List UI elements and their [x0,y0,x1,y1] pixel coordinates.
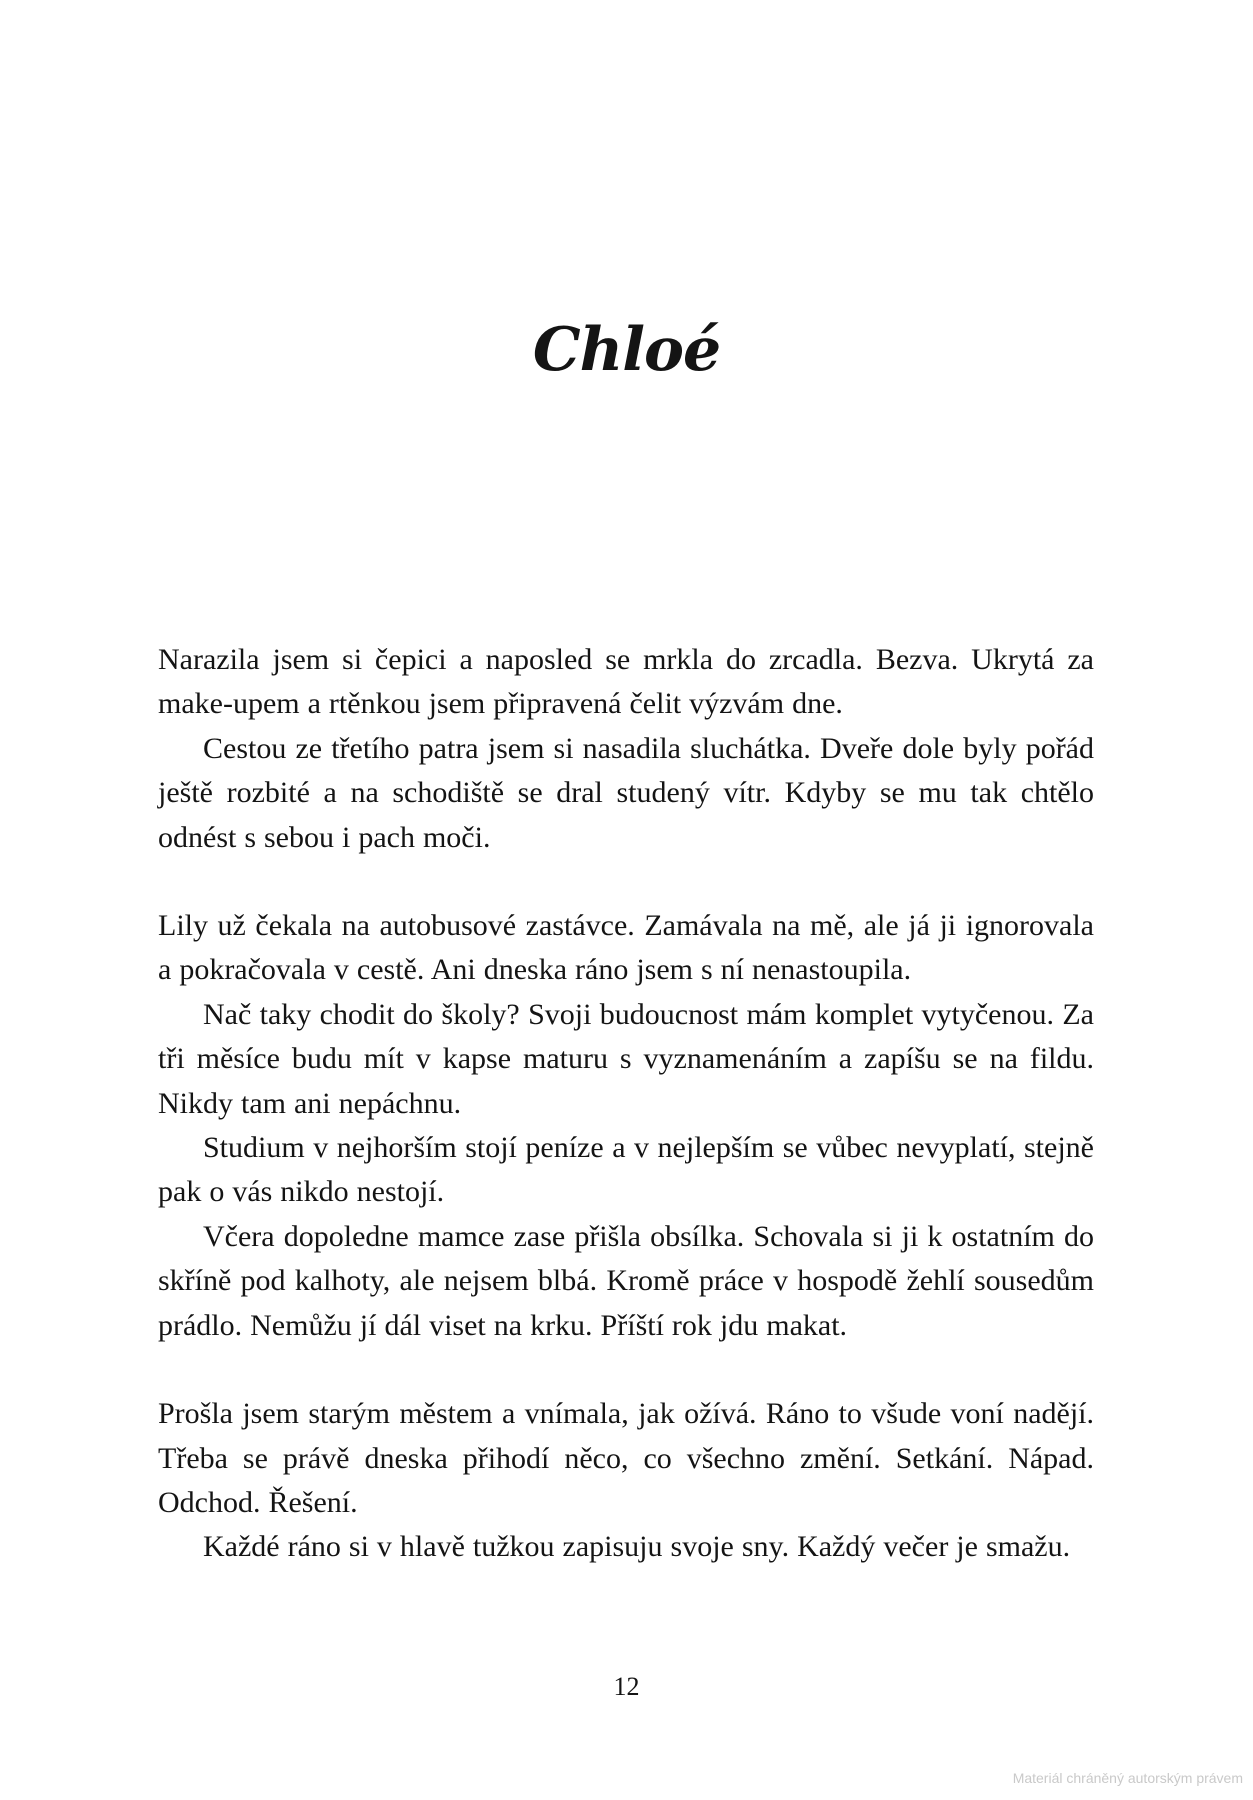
page-number: 12 [613,1672,640,1701]
paragraph: Nač taky chodit do školy? Svoji budoucnost mám komplet vytyčenou. Za tři měsíce budu mít v kapse maturu s vyznamenáním a zapíšu se na fildu. Nikdy tam ani nepáchnu. [158,997,1094,1120]
paragraph: Prošla jsem starým městem a vnímala, jak ožívá. Ráno to všude voní nadějí. Třeba se právě dneska přihodí něco, co všechno změní. Setkání. Nápad. Odchod. Řešení. [158,1397,1094,1519]
chapter-title: Chloé [532,315,721,385]
text-section [158,638,1094,860]
copyright-watermark: Materiál chráněný autorským právem [1012,1770,1243,1786]
paragraph: Narazila jsem si čepici a naposled se mrkla do zrcadla. Bezva. Ukrytá za make-upem a rtěnkou jsem připravená čelit výzvám dne. [158,643,1094,721]
text-section [158,1392,1094,1570]
paragraph: Lily už čekala na autobusové zastávce. Zamávala na mě, ale já ji ignorovala a pokračovala v cestě. Ani dneska ráno jsem s ní nenastoupila. [158,909,1094,987]
paragraph: Studium v nejhorším stojí peníze a v nejlepším se vůbec nevyplatí, stejně pak o vás nikdo nestojí. [158,1131,1094,1209]
body-text [158,638,1094,1570]
text-section [158,904,1094,1348]
paragraph: Každé ráno si v hlavě tužkou zapisuju svoje sny. Každý večer je smažu. [203,1530,1071,1564]
paragraph: Včera dopoledne mamce zase přišla obsílka. Schovala si ji k ostatním do skříně pod kalhoty, ale nejsem blbá. Kromě práce v hospodě žehlí sousedům prádlo. Nemůžu jí dál viset na krku. Příští rok jdu makat. [158,1219,1094,1342]
paragraph: Cestou ze třetího patra jsem si nasadila sluchátka. Dveře dole byly pořád ještě rozbité a na schodiště se dral studený vítr. Kdyby se mu tak chtělo odnést s sebou i pach moči. [158,731,1094,854]
